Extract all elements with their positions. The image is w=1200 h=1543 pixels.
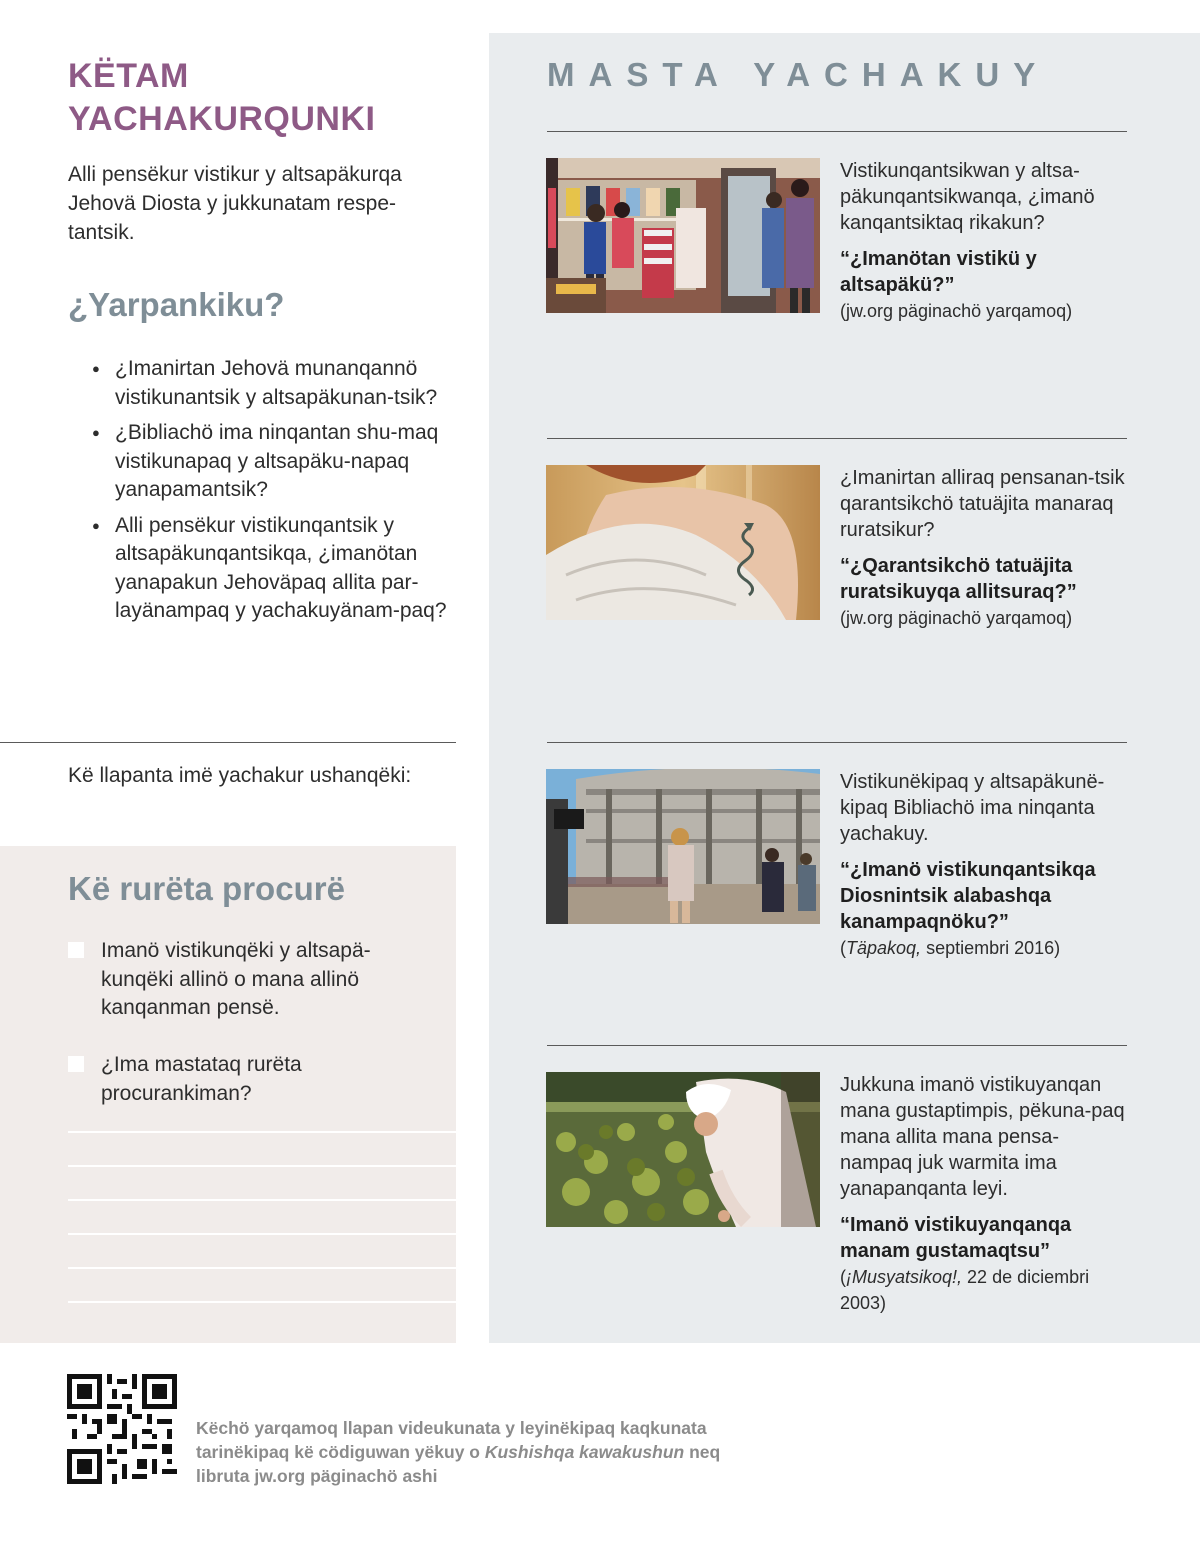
goal-heading: Kë rurëta procurë bbox=[68, 870, 345, 907]
review-questions-list bbox=[92, 355, 457, 633]
article-source: (¡Musyatsikoq!, 22 de diciembri 2003) bbox=[840, 1267, 1090, 1313]
footer-note: Këchö yarqamoq llapan videukunata y leyinëkipaq kaqkunata tarinëkipaq kë cödiguwan yëkuy o Kushishqa kawakushun neq libruta jw.org päginachö ashi bbox=[196, 1418, 721, 1486]
section-divider bbox=[547, 131, 1127, 132]
writing-line[interactable] bbox=[68, 1301, 456, 1303]
goal-checkbox[interactable] bbox=[68, 1056, 84, 1072]
article-source: (jw.org päginachö yarqamoq) bbox=[840, 301, 1073, 321]
section-divider bbox=[547, 742, 1127, 743]
entry-question: Vistikunëkipaq y altsapäkunë-kipaq Bibliachö ima ninqanta yachakuy. bbox=[840, 771, 1105, 845]
writing-line[interactable] bbox=[68, 1165, 456, 1167]
goal-checkbox[interactable] bbox=[68, 942, 84, 958]
clothing-store-photo bbox=[546, 158, 820, 313]
further-study-title: MASTA YACHAKUY bbox=[547, 56, 1050, 93]
article-title-link[interactable]: “Imanö vistikuyanqanqa manam gustamaqtsu” bbox=[840, 1214, 1072, 1262]
writing-line[interactable] bbox=[68, 1199, 456, 1201]
qr-code-icon[interactable] bbox=[67, 1374, 177, 1484]
review-questions-heading: ¿Yarpankiku? bbox=[68, 286, 285, 323]
list-item: ● Alli pensëkur vistikunqantsik y altsapäkunqantsikqa, ¿imanötan yanapakun Jehoväpaq allita par-layänampaq y yachakuyänam-paq? bbox=[92, 512, 457, 626]
writing-line[interactable] bbox=[68, 1233, 456, 1235]
goal-item: ¿Ima mastataq rurëta procurankiman? bbox=[68, 1051, 438, 1108]
lesson-heading: KËTAM YACHAKURQUNKI bbox=[68, 57, 376, 138]
study-entry-clothing bbox=[546, 158, 1127, 358]
lesson-summary: Alli pensëkur vistikur y altsapäkurqa Jehovä Diosta y jukkunatam respe-tantsik. bbox=[68, 163, 402, 244]
entry-question: Jukkuna imanö vistikuyanqan mana gustaptimpis, pëkuna-paq mana allita mana pensa-nampaq juk warmita ima yanapanqanta leyi. bbox=[840, 1074, 1125, 1200]
study-entry-tattoo bbox=[546, 465, 1127, 665]
writing-line[interactable] bbox=[68, 1267, 456, 1269]
convention-interview-photo bbox=[546, 769, 820, 924]
section-divider bbox=[547, 1045, 1127, 1046]
article-title-link[interactable]: “¿Imanötan vistikü y altsapäkü?” bbox=[840, 248, 1037, 296]
goal-item: Imanö vistikunqëki y altsapä-kunqëki allinö o mana allinö kanqanman pensë. bbox=[68, 937, 438, 1023]
article-source: (Täpakoq, septiembri 2016) bbox=[840, 938, 1061, 958]
article-source: (jw.org päginachö yarqamoq) bbox=[840, 608, 1073, 628]
writing-line[interactable] bbox=[68, 1131, 456, 1133]
study-entry-farm bbox=[546, 1072, 1127, 1317]
entry-question: ¿Imanirtan alliraq pensanan-tsik qarantsikchö tatuäjita manaraq ruratsikur? bbox=[840, 467, 1125, 541]
article-title-link[interactable]: “¿Qarantsikchö tatuäjita ruratsikuyqa allitsuraq?” bbox=[840, 555, 1077, 603]
entry-question: Vistikunqantsikwan y altsa-päkunqantsikwanqa, ¿imanö kanqantsiktaq rikakun? bbox=[840, 160, 1095, 234]
farm-worker-photo bbox=[546, 1072, 820, 1227]
section-divider bbox=[0, 742, 456, 743]
list-item: ● ¿Bibliachö ima ninqantan shu-maq vistikunapaq y altsapäku-napaq yanapamantsik? bbox=[92, 419, 457, 505]
section-divider bbox=[547, 438, 1127, 439]
answer-label: Kë llapanta imë yachakur ushanqëki: bbox=[68, 764, 412, 787]
study-entry-convention bbox=[546, 769, 1127, 999]
shoulder-tattoo-photo bbox=[546, 465, 820, 620]
article-title-link[interactable]: “¿Imanö vistikunqantsikqa Diosnintsik alabashqa kanampaqnöku?” bbox=[840, 859, 1096, 933]
list-item: ● ¿Imanirtan Jehovä munanqannö vistikunantsik y altsapäkunan-tsik? bbox=[92, 355, 457, 412]
